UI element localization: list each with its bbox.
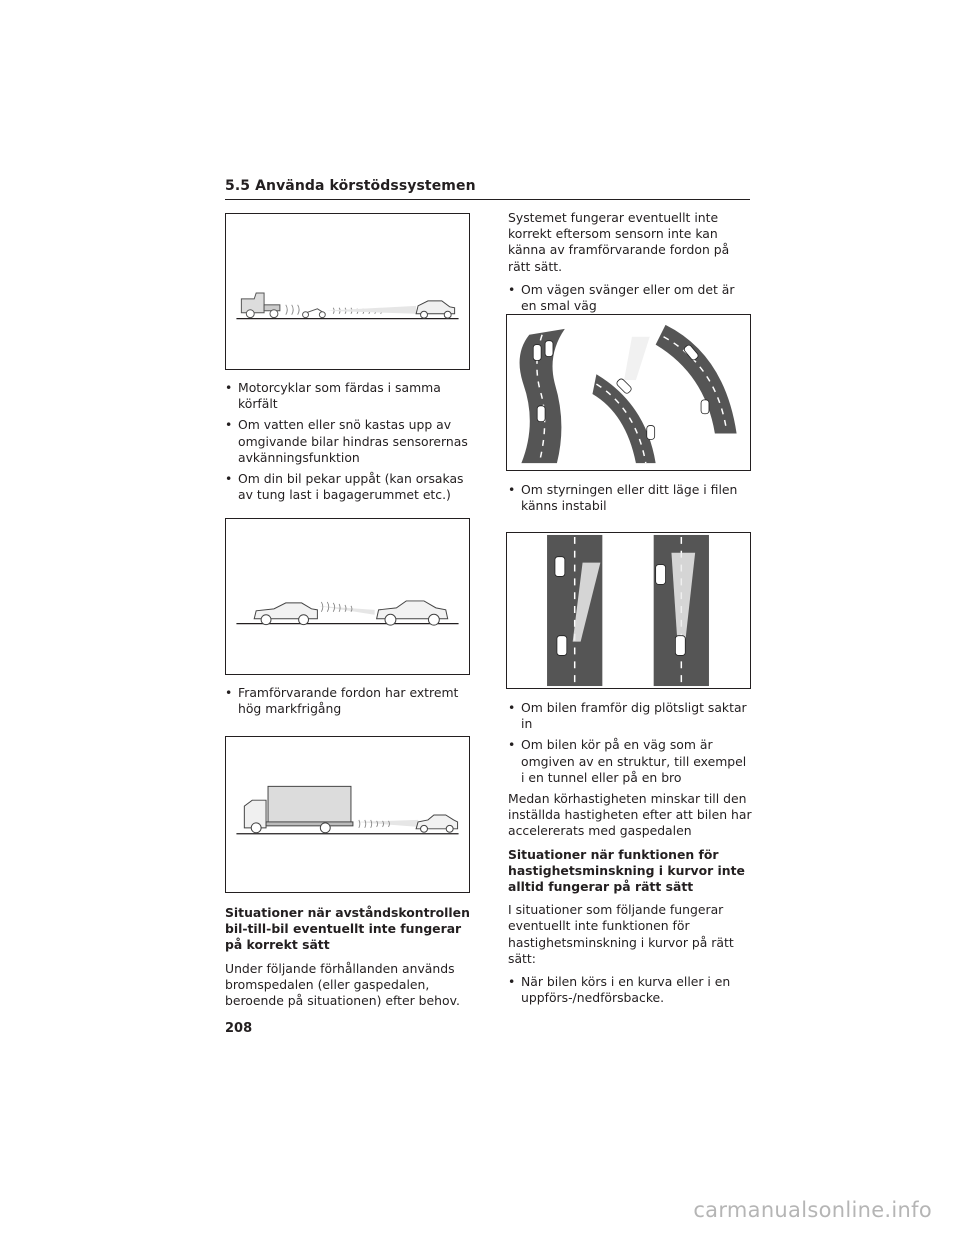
left-bullet-list-a — [225, 380, 473, 503]
page-header-title: 5.5 Använda körstödssystemen — [225, 178, 476, 194]
body-paragraph-2: I situationer som följande fungerar eventuellt inte funktionen för hastighetsminskning i kurvor på rätt sätt: — [508, 902, 734, 966]
list-item: • Om din bil pekar uppåt (kan orsakas av tung last i bagagerummet etc.) — [225, 471, 473, 503]
list-item: • Om bilen kör på en väg som är omgiven av en struktur, till exempel i en tunnel eller på en bro — [508, 737, 753, 786]
figure-vehicle-ahead-low — [225, 518, 470, 675]
list-item: • Om styrningen eller ditt läge i filen känns instabil — [508, 482, 753, 514]
list-item: • Framförvarande fordon har extremt hög markfrigång — [225, 685, 473, 717]
figure-unstable-lane — [506, 532, 751, 689]
list-item: • Om vägen svänger eller om det är en smal väg — [508, 282, 753, 314]
right-bullet-list-a — [508, 282, 753, 314]
header-rule — [225, 199, 750, 200]
right-bullet-list-c — [508, 700, 753, 786]
section-heading: Situationer när funktionen för hastighetsminskning i kurvor inte alltid fungerar på rätt sätt — [508, 846, 745, 895]
figure-high-clearance-truck — [225, 736, 470, 893]
intro-paragraph: Systemet fungerar eventuellt inte korrekt eftersom sensorn inte kan känna av framförvarande fordon på rätt sätt. — [508, 210, 730, 274]
right-bullet-list-d — [508, 974, 753, 1006]
list-item: • När bilen körs i en kurva eller i en uppförs-/nedförsbacke. — [508, 974, 753, 1006]
list-item: • Om bilen framför dig plötsligt saktar in — [508, 700, 753, 732]
watermark: carmanualsonline.info — [693, 1198, 932, 1222]
figure-curved-road — [506, 314, 751, 471]
right-bullet-list-b — [508, 482, 753, 514]
list-item: • Om vatten eller snö kastas upp av omgivande bilar hindras sensorernas avkänningsfunktion — [225, 417, 473, 466]
list-item: • Motorcyklar som färdas i samma körfält — [225, 380, 473, 412]
page-number: 208 — [225, 1021, 253, 1036]
left-bullet-list-b — [225, 685, 473, 717]
section-heading: Situationer när avståndskontrollen bil-till-bil eventuellt inte fungerar på korrekt sätt — [225, 905, 470, 953]
figure-motorcycle — [225, 213, 470, 370]
body-paragraph: Under följande förhållanden används bromspedalen (eller gaspedalen, beroende på situationen) efter behov. — [225, 960, 460, 1009]
body-paragraph: Medan körhastigheten minskar till den inställda hastigheten efter att bilen har accelererats med gaspedalen — [508, 791, 752, 839]
